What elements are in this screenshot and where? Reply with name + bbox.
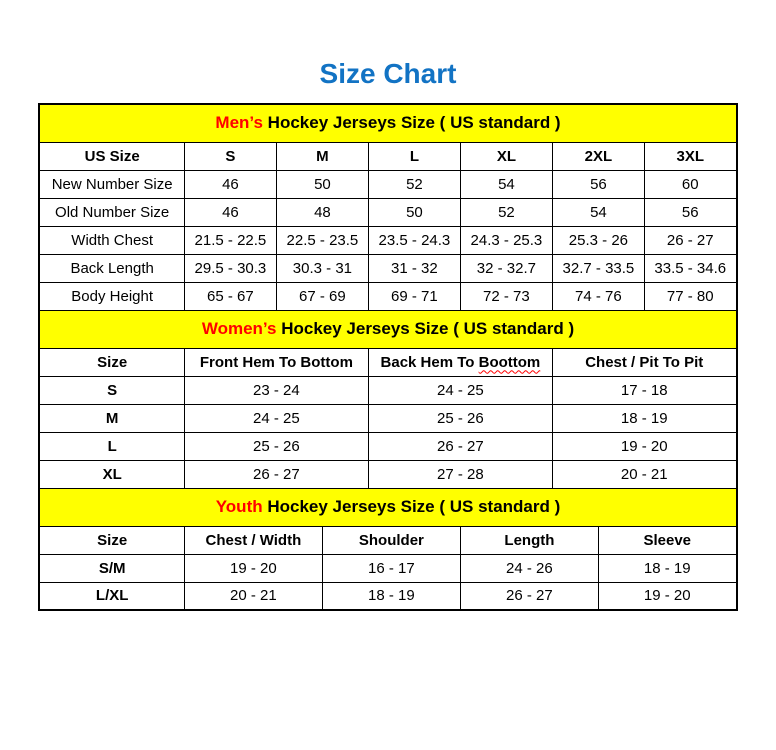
section-title-highlight: Men’s xyxy=(215,113,263,133)
row-label: S xyxy=(39,376,184,404)
column-header: 3XL xyxy=(644,142,736,170)
row-label: Width Chest xyxy=(39,226,184,254)
column-header-row-womens xyxy=(39,348,736,376)
table-cell: 16 - 17 xyxy=(322,554,460,582)
table-cell: 48 xyxy=(276,198,368,226)
table-cell: 72 - 73 xyxy=(460,282,552,310)
table-cell: 18 - 19 xyxy=(552,404,736,432)
row-label: M xyxy=(39,404,184,432)
row-label: L/XL xyxy=(39,582,184,610)
table-cell: 32.7 - 33.5 xyxy=(552,254,644,282)
section-title-highlight: Youth xyxy=(215,497,263,516)
table-cell: 50 xyxy=(276,170,368,198)
section-band-mens xyxy=(39,104,736,142)
column-header-row-mens xyxy=(39,142,736,170)
table-cell: 20 - 21 xyxy=(552,460,736,488)
column-header: Chest / Width xyxy=(184,526,322,554)
size-chart-table xyxy=(38,103,737,611)
table-cell: 69 - 71 xyxy=(368,282,460,310)
table-cell: 17 - 18 xyxy=(552,376,736,404)
column-header: US Size xyxy=(39,142,184,170)
section-title-rest: Hockey Jerseys Size ( US standard ) xyxy=(262,497,561,516)
column-header: L xyxy=(368,142,460,170)
section-title-mens xyxy=(39,104,736,142)
column-header: M xyxy=(276,142,368,170)
table-cell: 19 - 20 xyxy=(598,582,736,610)
table-cell: 23 - 24 xyxy=(184,376,368,404)
table-row xyxy=(39,282,736,310)
row-label: New Number Size xyxy=(39,170,184,198)
table-cell: 26 - 27 xyxy=(184,460,368,488)
table-cell: 32 - 32.7 xyxy=(460,254,552,282)
column-header: Size xyxy=(39,348,184,376)
size-chart-body xyxy=(39,104,736,610)
column-header: S xyxy=(184,142,276,170)
table-cell: 52 xyxy=(460,198,552,226)
table-cell: 26 - 27 xyxy=(644,226,736,254)
table-cell: 60 xyxy=(644,170,736,198)
table-cell: 23.5 - 24.3 xyxy=(368,226,460,254)
column-header: Length xyxy=(460,526,598,554)
row-label: Old Number Size xyxy=(39,198,184,226)
table-cell: 24.3 - 25.3 xyxy=(460,226,552,254)
table-cell: 19 - 20 xyxy=(184,554,322,582)
table-cell: 25 - 26 xyxy=(368,404,552,432)
table-cell: 67 - 69 xyxy=(276,282,368,310)
table-cell: 54 xyxy=(460,170,552,198)
table-cell: 56 xyxy=(552,170,644,198)
table-cell: 19 - 20 xyxy=(552,432,736,460)
table-cell: 18 - 19 xyxy=(322,582,460,610)
column-header: 2XL xyxy=(552,142,644,170)
table-cell: 30.3 - 31 xyxy=(276,254,368,282)
table-row xyxy=(39,254,736,282)
table-row xyxy=(39,404,736,432)
table-row xyxy=(39,460,736,488)
column-header: Sleeve xyxy=(598,526,736,554)
table-cell: 46 xyxy=(184,198,276,226)
table-cell: 25.3 - 26 xyxy=(552,226,644,254)
table-cell: 52 xyxy=(368,170,460,198)
row-label: L xyxy=(39,432,184,460)
table-row xyxy=(39,432,736,460)
column-header: Chest / Pit To Pit xyxy=(552,348,736,376)
table-cell: 26 - 27 xyxy=(368,432,552,460)
table-cell: 26 - 27 xyxy=(460,582,598,610)
table-cell: 46 xyxy=(184,170,276,198)
table-row xyxy=(39,554,736,582)
table-cell: 22.5 - 23.5 xyxy=(276,226,368,254)
table-row xyxy=(39,376,736,404)
table-cell: 65 - 67 xyxy=(184,282,276,310)
table-cell: 77 - 80 xyxy=(644,282,736,310)
column-header-row-youth xyxy=(39,526,736,554)
column-header: Back Hem To Boottom xyxy=(368,348,552,376)
row-label: XL xyxy=(39,460,184,488)
table-cell: 24 - 25 xyxy=(368,376,552,404)
row-label: S/M xyxy=(39,554,184,582)
table-cell: 74 - 76 xyxy=(552,282,644,310)
table-cell: 18 - 19 xyxy=(598,554,736,582)
column-header: Front Hem To Bottom xyxy=(184,348,368,376)
table-row xyxy=(39,226,736,254)
table-row xyxy=(39,582,736,610)
section-title-rest: Hockey Jerseys Size ( US standard ) xyxy=(262,113,561,133)
table-cell: 31 - 32 xyxy=(368,254,460,282)
table-cell: 24 - 26 xyxy=(460,554,598,582)
row-label: Body Height xyxy=(39,282,184,310)
column-header: Size xyxy=(39,526,184,554)
table-cell: 29.5 - 30.3 xyxy=(184,254,276,282)
section-title-rest: Hockey Jerseys Size ( US standard ) xyxy=(276,319,575,338)
section-band-womens xyxy=(39,310,736,348)
table-row xyxy=(39,198,736,226)
section-title-youth xyxy=(39,488,736,526)
table-cell: 20 - 21 xyxy=(184,582,322,610)
table-cell: 33.5 - 34.6 xyxy=(644,254,736,282)
column-header: XL xyxy=(460,142,552,170)
table-cell: 24 - 25 xyxy=(184,404,368,432)
section-title-womens xyxy=(39,310,736,348)
column-header: Shoulder xyxy=(322,526,460,554)
table-cell: 56 xyxy=(644,198,736,226)
table-cell: 54 xyxy=(552,198,644,226)
table-cell: 27 - 28 xyxy=(368,460,552,488)
misspelled-word: Boottom xyxy=(478,353,541,371)
table-cell: 21.5 - 22.5 xyxy=(184,226,276,254)
table-cell: 25 - 26 xyxy=(184,432,368,460)
section-band-youth xyxy=(39,488,736,526)
table-row xyxy=(39,170,736,198)
row-label: Back Length xyxy=(39,254,184,282)
section-title-highlight: Women’s xyxy=(201,319,277,338)
table-cell: 50 xyxy=(368,198,460,226)
page-title: Size Chart xyxy=(319,58,457,89)
